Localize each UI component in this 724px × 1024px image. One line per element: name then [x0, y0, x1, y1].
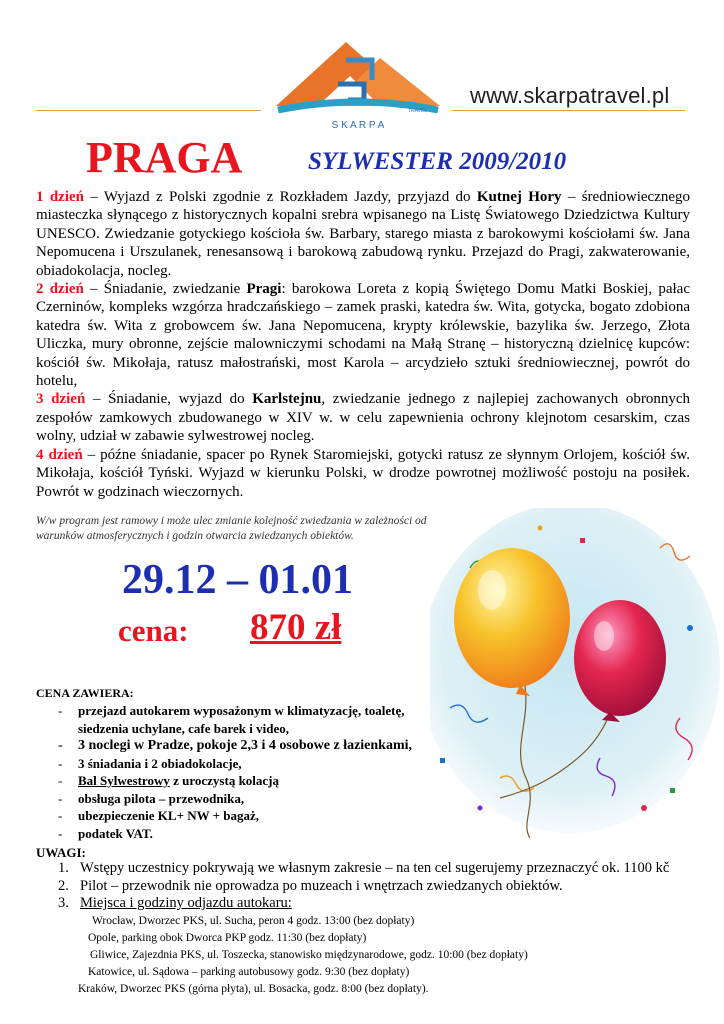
- list-item: - obsługa pilota – przewodnika,: [58, 790, 245, 806]
- svg-text:TRAVEL: TRAVEL: [408, 108, 428, 114]
- itinerary: [36, 188, 690, 501]
- program-note: W/w program jest ramowy i może ulec zmianie kolejność zwiedzania w zależności od warunków atmosferycznych i godzin otwarcia zwiedzanych obiektów.: [36, 515, 427, 542]
- departure-stop: Wrocław, Dworzec PKS, ul. Sucha, peron 4 godz. 13:00 (bez dopłaty): [92, 915, 415, 927]
- list-item: 2. Pilot – przewodnik nie oprowadza po muzeach i wnętrzach zwiedzanych obiektów.: [58, 877, 563, 894]
- balloons-illustration: [430, 508, 720, 838]
- remarks-heading: UWAGI:: [36, 845, 86, 860]
- header-rule-right: [452, 110, 685, 111]
- list-item: - Bal Sylwestrowy z uroczystą kolacją: [58, 773, 280, 788]
- list-item: - 3 śniadania i 2 obiadokolacje,: [58, 755, 242, 771]
- itinerary-day-4: 4 dzień – późne śniadanie, spacer po Rynek Staromiejski, gotycki ratusz ze słynnym Orlojem, kościół św. Mikołaja, kościół Tyński. Wyjazd w kierunku Polski, w drodze powrotnej możliwość postoju na posiłek. Powrót w godzinach wieczornych.: [36, 446, 691, 500]
- departure-stop: Opole, parking obok Dworca PKP godz. 11:30 (bez dopłaty): [88, 932, 367, 944]
- skarpa-logo: [268, 36, 448, 132]
- departure-stops: [76, 913, 636, 998]
- itinerary-day-2: 2 dzień – Śniadanie, zwiedzanie Pragi: barokowa Loreta z kopią Świętego Domu Matki Boskiej, pałac Czerninów, kompleks wzgórza hradczańskiego – zamek praski, katedra św. Wita, gotycka, bogato zdobiona katedra św. Wita z grobowcem św. Jana Nepomucena, krypty królewskie, bazylika św. Jerzego, Złota Uliczka, mury obronne, zejście malowniczymi schodami na Małą Stranę – historyczną dzielnicę kupców: kościół św. Mikołaja, ratusz małostrański, most Karola – arcydzieło sztuki średniowiecznej, powrót do hotelu,: [36, 281, 690, 390]
- page-subtitle: SYLWESTER 2009/2010: [308, 148, 567, 175]
- list-item: - podatek VAT.: [58, 825, 153, 841]
- includes-list: [36, 702, 456, 842]
- list-item: 3. Miejsca i godziny odjazdu autokaru:: [58, 895, 292, 911]
- departure-stop: Katowice, ul. Sądowa – parking autobusowy godz. 9:30 (bez dopłaty): [88, 966, 410, 978]
- departure-stop: Kraków, Dworzec PKS (górna płyta), ul. Bosacka, godz. 8:00 (bez dopłaty).: [78, 983, 429, 995]
- website-url[interactable]: www.skarpatravel.pl: [470, 83, 670, 108]
- list-item: - 3 noclegi w Pradze, pokoje 2,3 i 4 osobowe z łazienkami,: [58, 738, 413, 753]
- remarks-list: [36, 860, 696, 913]
- header-rule-left: [36, 110, 261, 111]
- list-item: - ubezpieczenie KL+ NW + bagaż,: [58, 808, 260, 823]
- departure-stop: Gliwice, Zajezdnia PKS, ul. Toszecka, stanowisko międzynarodowe, godz. 10:00 (bez dopłaty): [90, 949, 528, 961]
- price-label: cena:: [118, 613, 189, 648]
- itinerary-day-1: 1 dzień – Wyjazd z Polski zgodnie z Rozkładem Jazdy, przyjazd do Kutnej Hory – średniowiecznego miasteczka słynącego z historycznych kopalni srebra wpisanego na Listę Światowego Dziedzictwa Kultury UNESCO. Zwiedzanie gotyckiego kościoła św. Barbary, starego miasta z barokowymi kościołami św. Jana Nepomucena i Urszulanek, renesansową i barokową zabudową rynku. Przejazd do Pragi, zakwaterowanie, obiadokolacja, nocleg.: [36, 189, 691, 279]
- list-item: - przejazd autokarem wyposażonym w klimatyzację, toaletę, siedzenia uchylane, cafe barek i video,: [58, 703, 405, 736]
- svg-text:S K A R P A: S K A R P A: [331, 120, 385, 131]
- price-value: 870 zł: [250, 607, 342, 648]
- page-title: PRAGA: [86, 133, 243, 182]
- trip-dates: 29.12 – 01.01: [122, 557, 353, 603]
- list-item: 1. Wstępy uczestnicy pokrywają we własnym zakresie – na ten cel sugerujemy przeznaczyć ok. 1100 kč: [58, 860, 670, 876]
- includes-heading: CENA ZAWIERA:: [36, 686, 134, 700]
- itinerary-day-3: 3 dzień – Śniadanie, wyjazd do Karlstejnu, zwiedzanie jednego z najlepiej zachowanych obronnych zespołów zamkowych zbudowanego w XIV w. w celu zapewnienia ochrony klejnotom cesarskim, czas wolny, udział w zabawie sylwestrowej nocleg.: [36, 391, 691, 445]
